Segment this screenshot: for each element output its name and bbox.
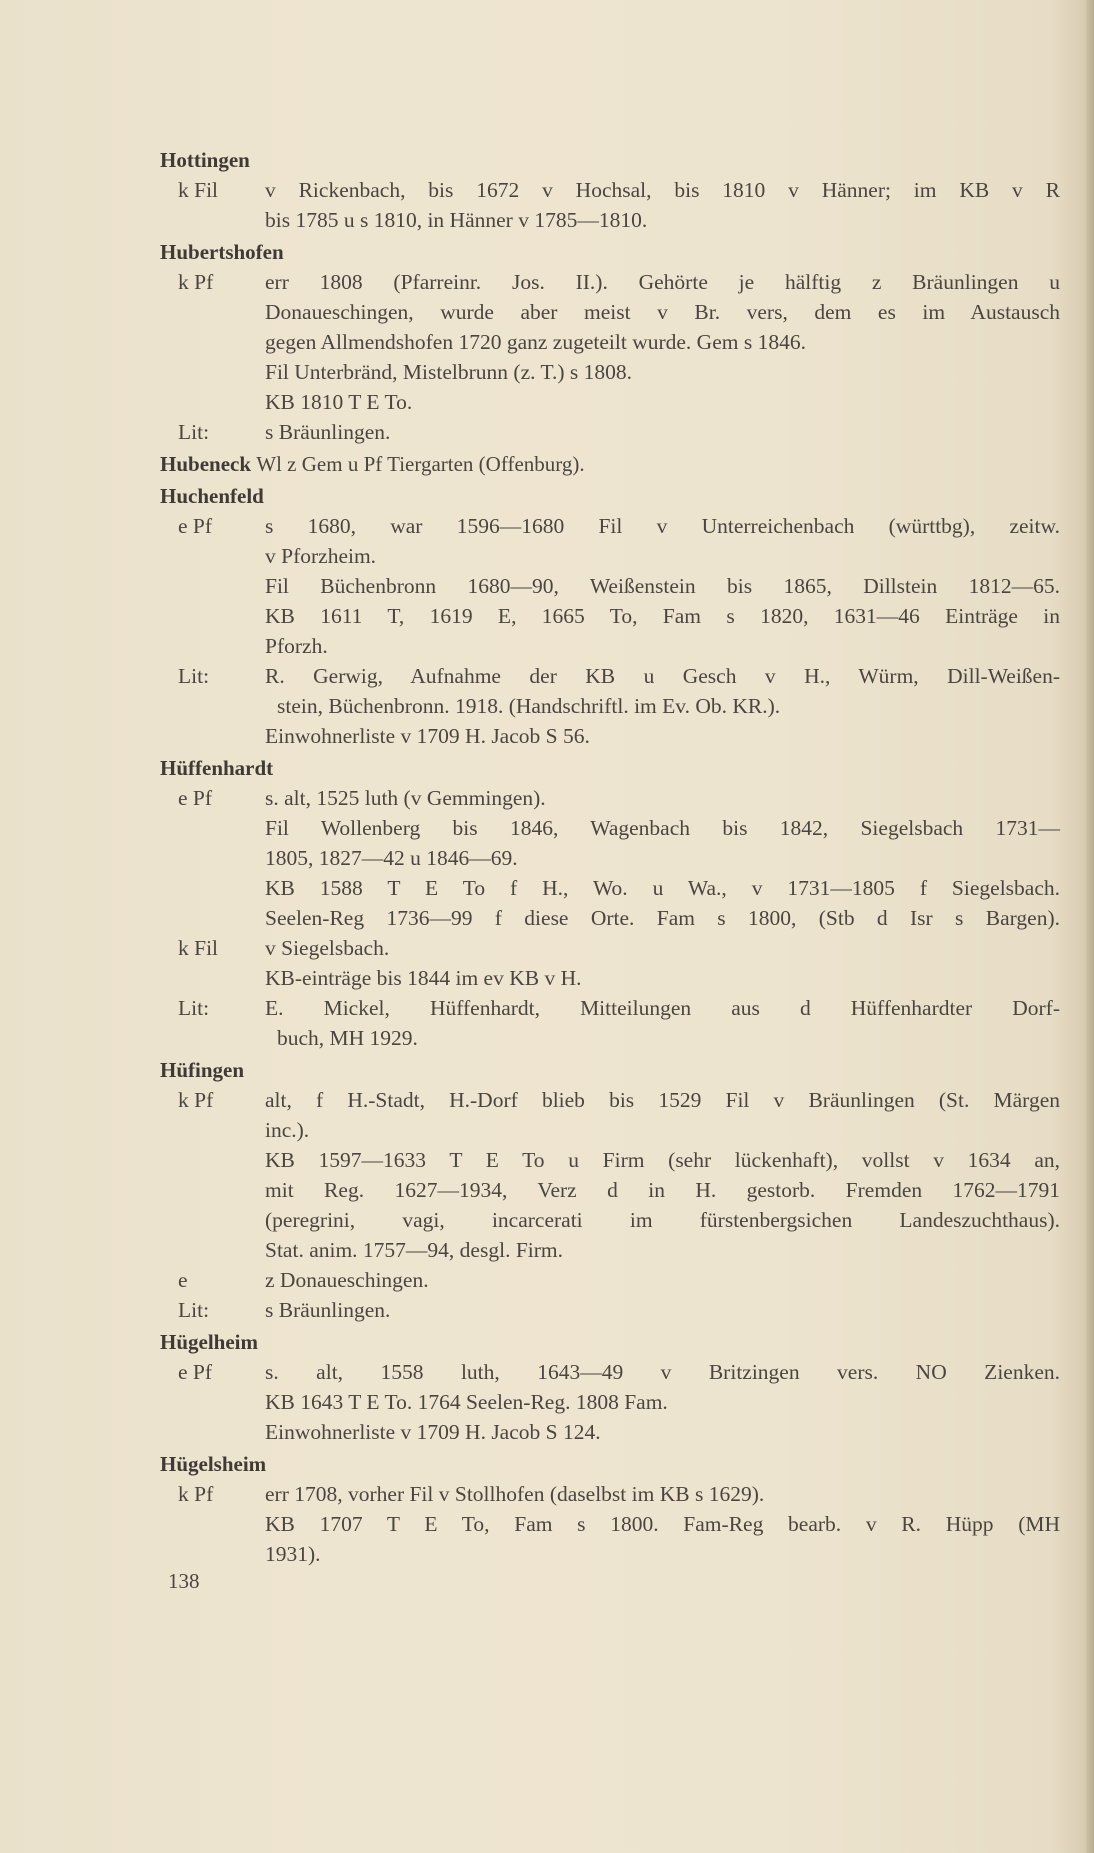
text-line: inc.). [265,1118,310,1142]
text-line: KB 1810 T E To. [265,390,413,414]
place-name: Hüffenhardt [160,756,274,780]
text-line: Seelen-Reg 1736—99 f diese Orte. Fam s 1800, (Stb d Isr s Bargen). [265,906,1060,930]
place-name: Hügelheim [160,1330,258,1354]
block-label: Lit: [178,664,210,688]
block-label: Lit: [178,1298,210,1322]
entry-block [160,267,1060,417]
text-line: gegen Allmendshofen 1720 ganz zugeteilt wurde. Gem s 1846. [265,330,806,354]
block-label: Lit: [178,420,210,444]
text-line: alt, f H.-Stadt, H.-Dorf blieb bis 1529 Fil v Bräunlingen (St. Märgen [265,1088,1060,1112]
place-name: Hottingen [160,148,250,172]
text-line: KB 1588 T E To f H., Wo. u Wa., v 1731—1805 f Siegelsbach. [265,876,1060,900]
text-line: Fil Büchenbronn 1680—90, Weißenstein bis 1865, Dillstein 1812—65. [265,574,1060,598]
gazetteer-entry [160,1327,1060,1447]
entry-block [160,1479,1060,1569]
text-line: KB 1611 T, 1619 E, 1665 To, Fam s 1820, 1631—46 Einträge in [265,604,1060,628]
entry-heading [160,1055,1060,1085]
block-text [265,511,1060,661]
block-text [265,783,1060,933]
gazetteer-entry [160,753,1060,1053]
block-text [265,993,1060,1053]
entry-heading [160,753,1060,783]
place-name: Hubertshofen [160,240,284,264]
gazetteer-entry [160,1055,1060,1325]
block-text [265,1265,1060,1295]
entry-heading [160,481,1060,511]
gazetteer-entry [160,481,1060,751]
block-text [265,1357,1060,1447]
text-line: KB 1643 T E To. 1764 Seelen-Reg. 1808 Fam. [265,1390,668,1414]
text-line: bis 1785 u s 1810, in Hänner v 1785—1810. [265,208,648,232]
block-label: k Pf [178,1088,214,1112]
place-name: Hügelsheim [160,1452,267,1476]
block-text [265,1479,1060,1569]
text-line: s. alt, 1558 luth, 1643—49 v Britzingen vers. NO Zienken. [265,1360,1060,1384]
gazetteer-entries [160,143,1060,1569]
entry-block [160,417,1060,447]
text-line: Fil Wollenberg bis 1846, Wagenbach bis 1842, Siegelsbach 1731— [265,816,1060,840]
block-text [265,1085,1060,1265]
block-text [265,933,1060,993]
text-line: Einwohnerliste v 1709 H. Jacob S 56. [265,724,590,748]
entry-heading [160,1327,1060,1357]
place-name: Huchenfeld [160,484,264,508]
text-line: s Bräunlingen. [265,420,391,444]
entry-block [160,1265,1060,1295]
inline-description: Wl z Gem u Pf Tiergarten (Offenburg). [256,452,585,476]
text-line: v Pforzheim. [265,544,377,568]
entry-block [160,783,1060,933]
entry-block [160,661,1060,751]
gazetteer-entry [160,237,1060,447]
text-line: (peregrini, vagi, incarcerati im fürstenbergsichen Landeszuchthaus). [265,1208,1060,1232]
block-label: k Fil [178,936,219,960]
entry-block [160,933,1060,993]
block-label: Lit: [178,996,210,1020]
text-line: err 1808 (Pfarreinr. Jos. II.). Gehörte je hälftig z Bräunlingen u [265,270,1060,294]
page-number: 138 [168,1569,200,1593]
block-text [265,267,1060,417]
text-line: mit Reg. 1627—1934, Verz d in H. gestorb. Fremden 1762—1791 [265,1178,1060,1202]
text-line: s 1680, war 1596—1680 Fil v Unterreichenbach (württbg), zeitw. [265,514,1060,538]
block-label: e [178,1268,188,1292]
text-line: v Siegelsbach. [265,936,390,960]
entry-block [160,1295,1060,1325]
block-text [265,175,1060,235]
text-line: KB-einträge bis 1844 im ev KB v H. [265,966,582,990]
text-line: stein, Büchenbronn. 1918. (Handschriftl. im Ev. Ob. KR.). [277,694,781,718]
text-line: 1805, 1827—42 u 1846—69. [265,846,518,870]
text-line: Fil Unterbränd, Mistelbrunn (z. T.) s 1808. [265,360,633,384]
entry-block [160,1085,1060,1265]
text-line: 1931). [265,1542,321,1566]
text-line: Stat. anim. 1757—94, desgl. Firm. [265,1238,564,1262]
block-text [265,661,1060,751]
block-label: k Fil [178,178,219,202]
entry-block [160,993,1060,1053]
text-line: s Bräunlingen. [265,1298,391,1322]
place-name: Hubeneck [160,452,252,476]
block-label: e Pf [178,514,213,538]
gazetteer-entry [160,449,1060,479]
text-line: v Rickenbach, bis 1672 v Hochsal, bis 1810 v Hänner; im KB v R [265,178,1060,202]
text-line: E. Mickel, Hüffenhardt, Mitteilungen aus d Hüffenhardter Dorf- [265,996,1060,1020]
entry-heading [160,449,1060,479]
block-label: k Pf [178,1482,214,1506]
place-name: Hüfingen [160,1058,245,1082]
text-line: Pforzh. [265,634,328,658]
text-line: Einwohnerliste v 1709 H. Jacob S 124. [265,1420,601,1444]
text-line: buch, MH 1929. [277,1026,418,1050]
text-line: R. Gerwig, Aufnahme der KB u Gesch v H., Würm, Dill-Weißen- [265,664,1060,688]
block-text [265,1295,1060,1325]
text-line: err 1708, vorher Fil v Stollhofen (daselbst im KB s 1629). [265,1482,765,1506]
block-text [265,417,1060,447]
text-line: Donaueschingen, wurde aber meist v Br. vers, dem es im Austausch [265,300,1060,324]
text-line: KB 1707 T E To, Fam s 1800. Fam-Reg bearb. v R. Hüpp (MH [265,1512,1060,1536]
text-line: KB 1597—1633 T E To u Firm (sehr lückenhaft), vollst v 1634 an, [265,1148,1060,1172]
block-label: k Pf [178,270,214,294]
entry-block [160,175,1060,235]
block-label: e Pf [178,786,213,810]
block-label: e Pf [178,1360,213,1384]
page-gutter-shadow [1086,0,1094,1853]
text-line: z Donaueschingen. [265,1268,429,1292]
entry-block [160,1357,1060,1447]
entry-heading [160,145,1060,175]
entry-heading [160,1449,1060,1479]
entry-block [160,511,1060,661]
entry-heading [160,237,1060,267]
text-line: s. alt, 1525 luth (v Gemmingen). [265,786,546,810]
gazetteer-entry [160,1449,1060,1569]
gazetteer-entry [160,145,1060,235]
